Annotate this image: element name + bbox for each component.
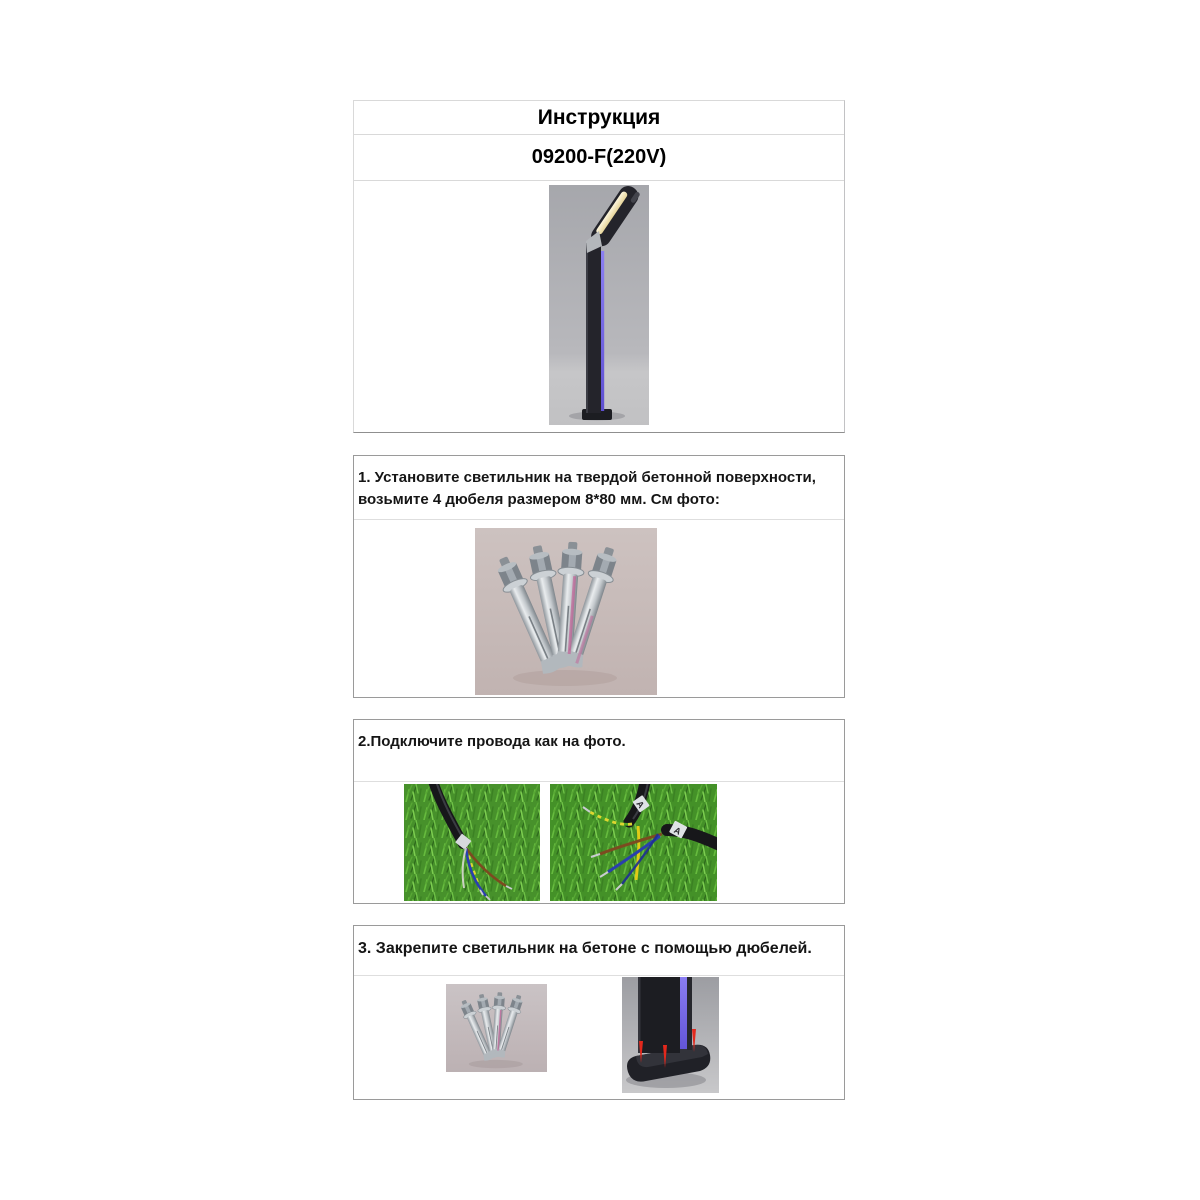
- step3-text: 3. Закрепите светильник на бетоне с помощью дюбелей.: [358, 940, 812, 957]
- cable-stripped-photo: [404, 784, 540, 901]
- lamp-pole: [586, 243, 601, 413]
- step3-row: [354, 926, 844, 976]
- page-title: Инструкция: [354, 101, 844, 135]
- step3-table: [353, 925, 845, 1100]
- step2-image-row: [354, 784, 844, 901]
- model-number: 09200-F(220V): [354, 135, 844, 181]
- anchor-bolts-small-photo: [446, 984, 547, 1072]
- bollard-lamp-photo: [549, 185, 649, 425]
- step2-row: [354, 720, 844, 782]
- grass-background: [404, 784, 540, 901]
- step1-table: [353, 455, 845, 698]
- anchor-bolts-photo: [475, 528, 657, 695]
- lamp-base-mounting-photo: [622, 977, 719, 1093]
- lamp-pole: [638, 977, 680, 1053]
- pole-highlight: [586, 243, 588, 413]
- tape-letter: A: [672, 824, 683, 837]
- step2-table: [353, 719, 845, 904]
- step2-text: 2.Подключите провода как на фото.: [358, 733, 626, 750]
- step1-image-row: [354, 520, 844, 695]
- led-strip: [601, 251, 604, 411]
- step1-text: 1. Установите светильник на твердой бетонной поверхности, возьмите 4 дюбеля размером 8*80 мм. См фото:: [358, 469, 816, 508]
- led-strip: [680, 977, 687, 1049]
- step3-image-row: [354, 976, 844, 1093]
- cables-connected-photo: [550, 784, 717, 901]
- step1-row: [354, 456, 844, 520]
- tape-letter: A: [634, 798, 647, 810]
- bolts-shadow: [469, 1060, 523, 1068]
- bolts-shadow: [513, 670, 617, 686]
- lamp-photo-row: [354, 181, 844, 425]
- pole-edge: [687, 977, 692, 1050]
- title-table: [353, 100, 845, 433]
